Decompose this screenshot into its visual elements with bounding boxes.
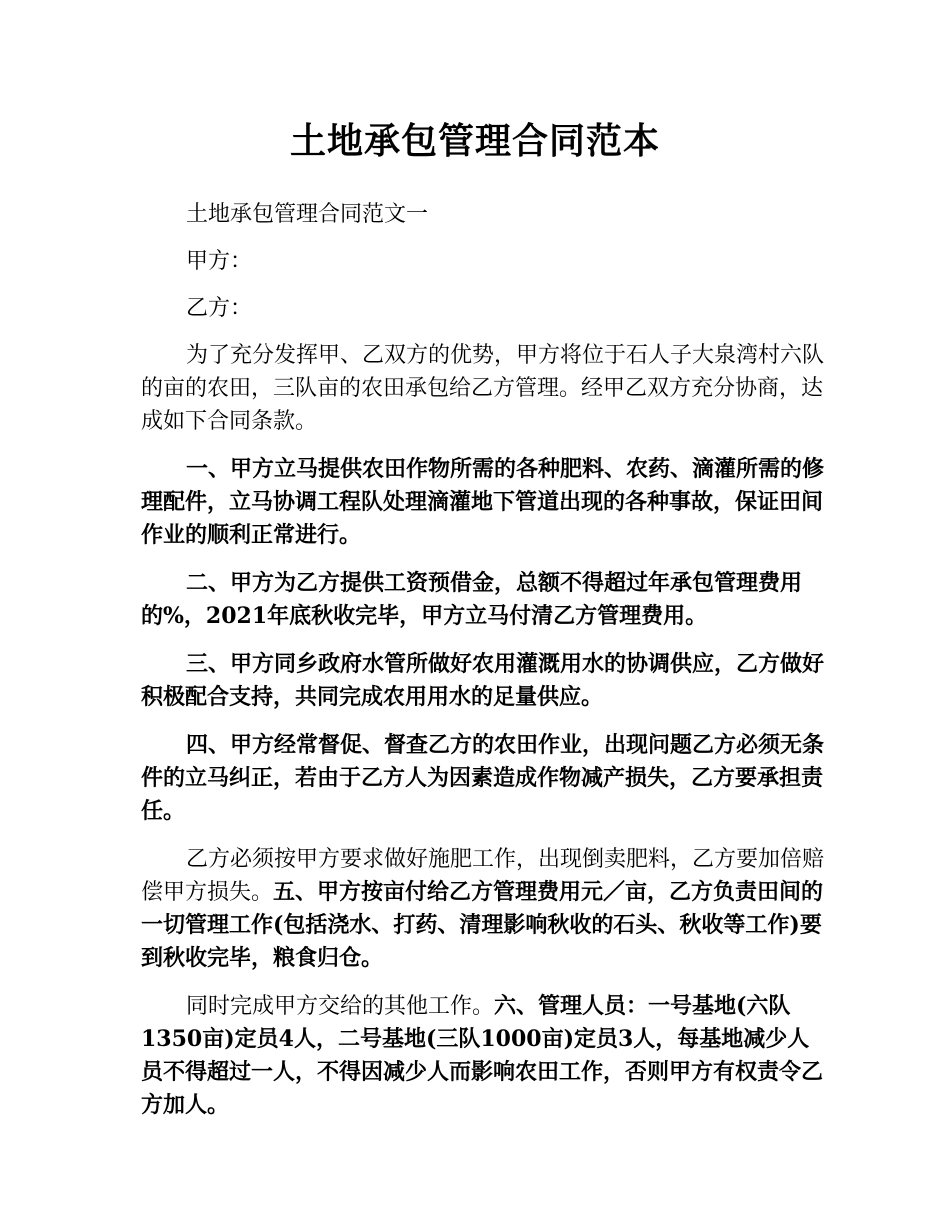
clause-2-paragraph: 二、甲方为乙方提供工资预借金，总额不得超过年承包管理费用的%，2021年底秋收完毕，甲方立马付清乙方管理费用。 xyxy=(141,570,803,629)
clause-4-paragraph: 四、甲方经常督促、督查乙方的农田作业，出现问题乙方必须无条件的立马纠正，若由于乙方人为因素造成作物减产损失，乙方要承担责任。 xyxy=(141,732,825,824)
clause-6-text: 六、管理人员：一号基地(六队1350亩)定员4人，二号基地(三队1000亩)定员3人，每基地减少人员不得超过一人，不得因减少人而影响农田工作，否则甲方有权责令乙方加人。 xyxy=(141,993,824,1118)
clause-5-text: 五、甲方按亩付给乙方管理费用元／亩，乙方负责田间的一切管理工作(包括浇水、打药、清理影响秋收的石头、秋收等工作)要到秋收完毕，粮食归仓。 xyxy=(141,879,824,971)
party-a-line: 甲方： xyxy=(186,249,253,274)
party-b-line: 乙方： xyxy=(186,296,253,321)
other-work-and-clause-6-paragraph xyxy=(141,990,831,1122)
document-title: 土地承包管理合同范本 xyxy=(289,121,660,162)
subtitle-paragraph: 土地承包管理合同范文一 xyxy=(186,202,429,227)
clause-3-paragraph: 三、甲方同乡政府水管所做好农用灌溉用水的协调供应，乙方做好积极配合支持，共同完成农用用水的足量供应。 xyxy=(141,651,825,710)
clause-1-paragraph: 一、甲方立马提供农田作物所需的各种肥料、农药、滴灌所需的修理配件，立马协调工程队处理滴灌地下管道出现的各种事故，保证田间作业的顺利正常进行。 xyxy=(141,456,825,548)
intro-paragraph: 为了充分发挥甲、乙双方的优势，甲方将位于石人子大泉湾村六队的亩的农田，三队亩的农田承包给乙方管理。经甲乙双方充分协商，达成如下合同条款。 xyxy=(141,343,825,434)
fertilizer-text: 乙方必须按甲方要求做好施肥工作，出现倒卖肥料，乙方要加倍赔偿甲方损失。 xyxy=(141,847,825,905)
other-work-text: 同时完成甲方交给的其他工作。 xyxy=(186,994,495,1019)
fertilizer-and-clause-5-paragraph xyxy=(141,843,831,975)
document-body xyxy=(141,198,831,1122)
